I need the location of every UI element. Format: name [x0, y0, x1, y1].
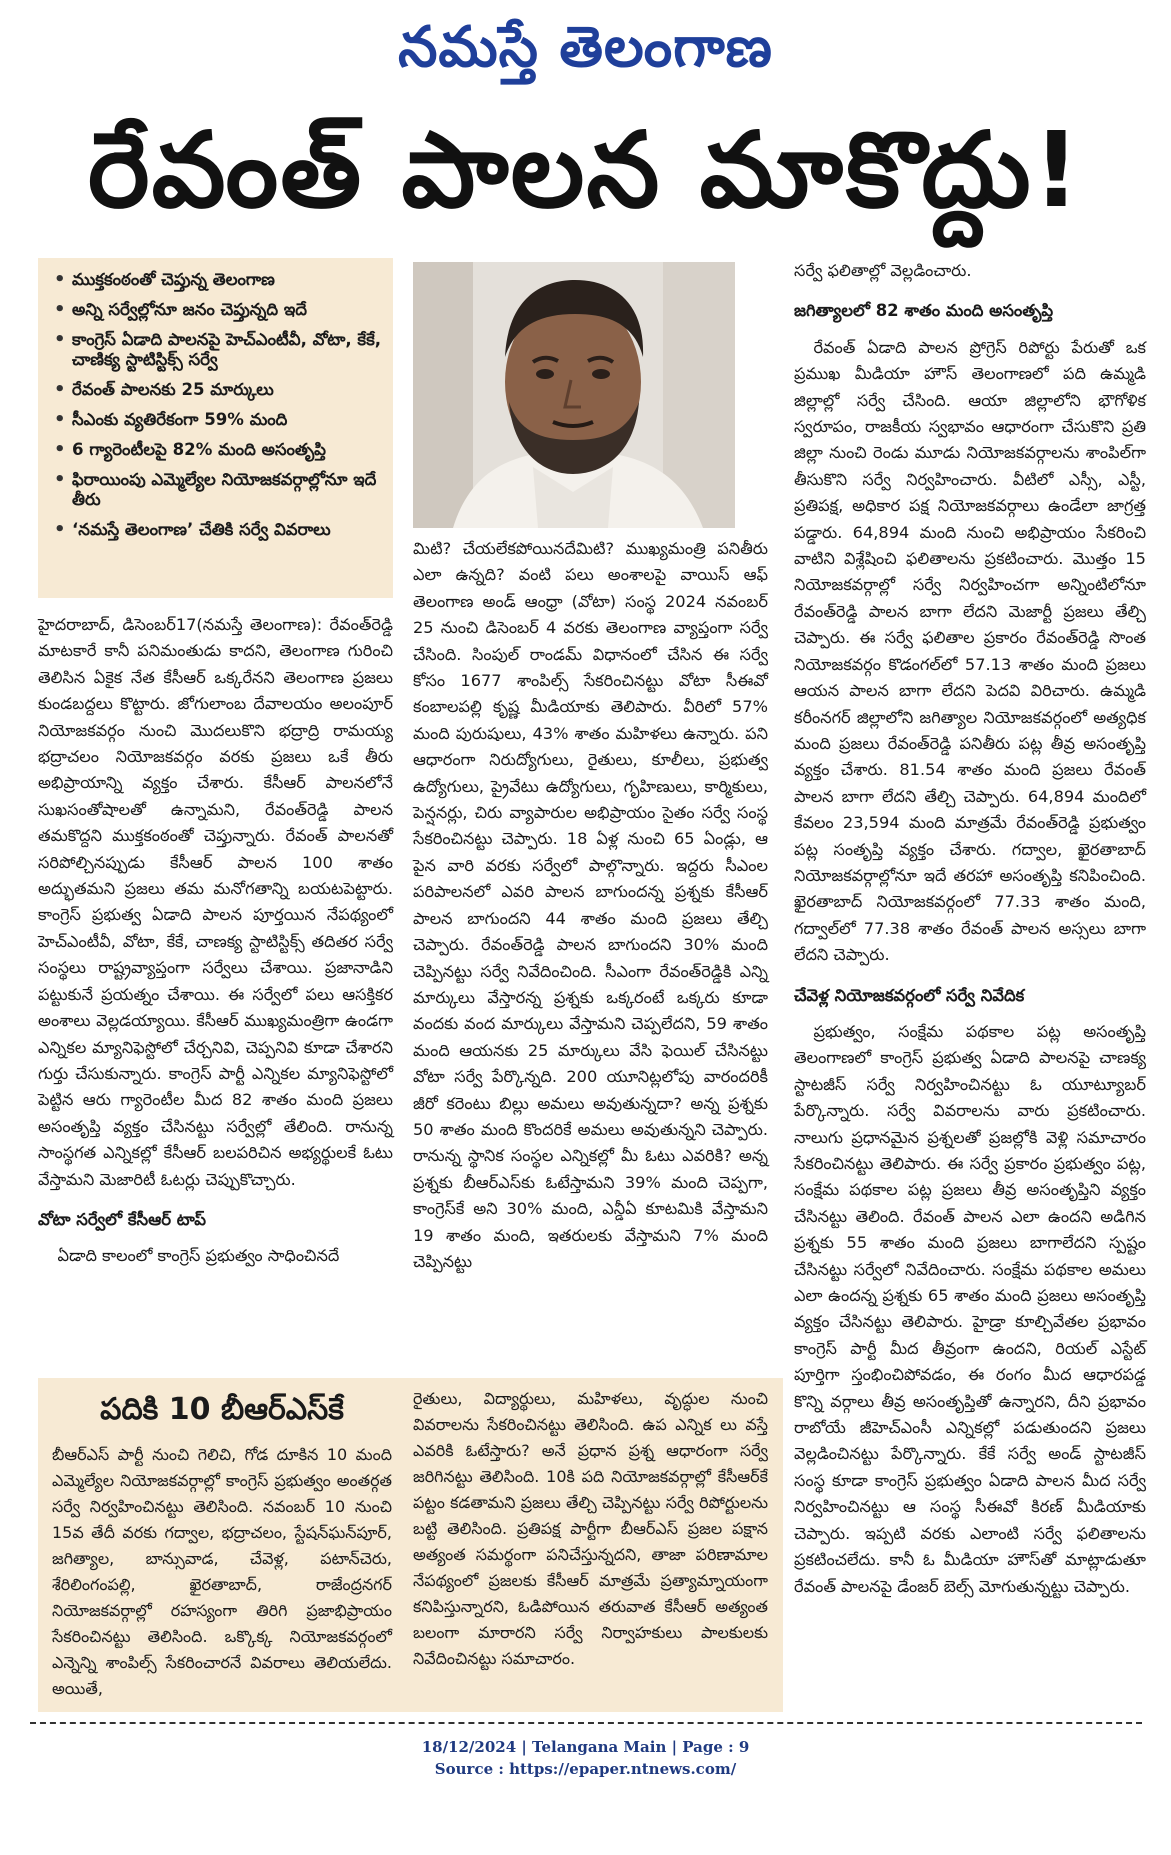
sidebar-column-1	[52, 1442, 392, 1702]
footer-date-line: 18/12/2024 | Telangana Main | Page : 9	[421, 1738, 750, 1756]
article-column-2	[413, 536, 768, 1275]
masthead-logo: నమస్తే తెలంగాణ	[398, 14, 773, 80]
footer-source-line: Source : https://epaper.ntnews.com/	[434, 1760, 737, 1778]
article-paragraph: సర్వే ఫలితాల్లో వెల్లడించారు.	[794, 261, 972, 280]
portrait-illustration	[413, 262, 735, 528]
highlights-box	[38, 258, 393, 598]
article-column-1	[38, 612, 393, 1270]
article-column-3	[794, 258, 1146, 1600]
highlight-item: • రేవంత్ పాలనకు 25 మార్కులు	[52, 380, 383, 400]
headline: రేవంత్ పాలన మాకొద్దు!	[87, 109, 1083, 231]
article-paragraph: ప్రభుత్వం, సంక్షేమ పథకాల పట్ల అసంతృప్తి తెలంగాణలో కాంగ్రెస్ ప్రభుత్వ ఏడాది పాలనపై చాణక్య స్టాటజీస్ సర్వే నిర్వహించినట్టు ఓ యూట్యూబర్ పేర్కొన్నారు. సర్వే వివరాలను వారు ప్రకటించారు. నాలుగు ప్రధానమైన ప్రశ్నలతో ప్రజల్లోకి వెళ్లి సమాచారం సేకరించినట్టు తెలిపారు. ఈ సర్వే ప్రకారం ప్రభుత్వం పట్ల, సంక్షేమ పథకాల పట్ల ప్రజలు తీవ్ర అసంతృప్తిని వ్యక్తం చేసినట్టు తెలింది. రేవంత్ పాలన ఎలా ఉందని అడిగిన ప్రశ్నకు 55 శాతం మంది ప్రజలు బాగాలేదని స్పష్టం చేసినట్టు సర్వేలో నివేదించారు. సంక్షేమ పథకాల అమలు ఎలా ఉందన్న ప్రశ్నకు 65 శాతం మంది ప్రజలు అసంతృప్తి వ్యక్తం చేసినట్టు తెలిపారు. హైడ్రా కూల్చివేతల ప్రభావం కాంగ్రెస్ పార్టీ మీద తీవ్రంగా ఉందని, రియల్ ఎస్టేట్ పూర్తిగా స్తంభించిపోవడం, ఈ రంగం మీద ఆధారపడ్డ కొన్ని వర్గాలు తీవ్ర అసంతృప్తితో ఉన్నారని, దీని ప్రభావం రాబోయే జీహెచ్ఎంసీ ఎన్నికల్లో పడుతుందని ప్రజలు వెల్లడించినట్టు పేర్కొన్నారు. కేకే సర్వే అండ్ స్టాటజీస్ సంస్థ కూడా కాంగ్రెస్ ప్రభుత్వం ఏడాది పాలన మీద సర్వే నిర్వహించినట్టు ఆ సంస్థ సీఈవో కిరణ్ మీడియాకు చెప్పారు. ఇప్పటి వరకు ఎలాంటి సర్వే ఫలితాలను ప్రకటించలేదు. కానీ ఓ మీడియా హౌస్‌తో మాట్లాడుతూ రేవంత్ పాలనపై డేంజర్ బెల్స్ మోగుతున్నట్టు చెప్పారు.	[794, 1021, 1146, 1596]
highlight-item: • 6 గ్యారెంటీలపై 82% మంది అసంతృప్తి	[52, 440, 383, 460]
sidebar-title: పదికి 10 బీఆర్ఎస్‌కే	[100, 1392, 344, 1427]
highlight-item: • అన్ని సర్వేల్లోనూ జనం చెప్తున్నది ఇదే	[52, 300, 383, 320]
portrait-photo	[413, 262, 735, 528]
highlight-item: • సీఎంకు వ్యతిరేకంగా 59% మంది	[52, 410, 383, 430]
highlight-item: • ముక్తకంఠంతో చెప్తున్న తెలంగాణ	[52, 270, 383, 290]
section-subhead: వోటా సర్వేలో కేసీఆర్ టాప్	[38, 1209, 207, 1229]
article-paragraph: రేవంత్ ఏడాది పాలన ప్రోగ్రెస్ రిపోర్టు పేరుతో ఒక ప్రముఖ మీడియా హౌస్ తెలంగాణలో పది ఉమ్మడి జిల్లాల్లో సర్వే చేసింది. ఆయా జిల్లాలోని భౌగోళిక స్వరూపం, రాజకీయ స్వభావం ఆధారంగా చేసుకొని ప్రతి జిల్లా నుంచి రెండు మూడు నియోజకవర్గాలను శాంపిల్‌గా తీసుకొని సర్వే నిర్వహించారు. వీటిలో ఎస్సీ, ఎస్టీ, ప్రతిపక్ష, అధికార పక్ష నియోజకవర్గాలు ఉండేలా జాగ్రత్త పడ్డారు. 64,894 మంది నుంచి అభిప్రాయం సేకరించి వాటిని విశ్లేషించి ఫలితాలను ప్రకటించారు. మొత్తం 15 నియోజకవర్గాల్లో సర్వే నిర్వహించగా అన్నింటిలోనూ రేవంత్‌రెడ్డి పాలన బాగా లేదని మెజార్టీ ప్రజలు తేల్చి చెప్పారు. ఈ సర్వే ఫలితాల ప్రకారం రేవంత్‌రెడ్డి సొంత నియోజకవర్గం కొడంగల్‌లో 57.13 శాతం మంది ప్రజలు ఆయన పాలన బాగా లేదని పెదవి విరిచారు. ఉమ్మడి కరీంనగర్ జిల్లాలోని జగిత్యాల నియోజకవర్గంలో అత్యధిక మంది ప్రజలు రేవంత్‌రెడ్డి పనితీరు పట్ల తీవ్ర అసంతృప్తి వ్యక్తం చేశారు. 81.54 శాతం మంది ప్రజలు రేవంత్ పాలన బాగా లేదని తేల్చి చెప్పారు. 64,894 మందిలో కేవలం 23,594 మంది మాత్రమే రేవంత్‌రెడ్డి ప్రభుత్వం పట్ల సంతృప్తి వ్యక్తం చేశారు. గద్వాల, ఖైరతాబాద్ నియోజకవర్గాల్లోనూ ఇదే తరహా అసంతృప్తి కనిపించింది. ఖైరతాబాద్ నియోజకవర్గంలో 77.33 శాతం మంది, గద్వాల్‌లో 77.38 శాతం రేవంత్ పాలన అస్సలు బాగా లేదని చెప్పారు.	[794, 337, 1146, 965]
section-subhead: జగిత్యాలలో 82 శాతం మంది అసంతృప్తి	[794, 301, 1054, 321]
section-subhead: చేవెళ్ల నియోజకవర్గంలో సర్వే నివేదిక	[794, 985, 1025, 1005]
footer-divider	[30, 1722, 1142, 1724]
highlight-item: • ఫిరాయింపు ఎమ్మెల్యేల నియోజకవర్గాల్లోనూ ఇదే తీరు	[52, 470, 383, 510]
article-paragraph: మిటి? చేయలేకపోయినదేమిటి? ముఖ్యమంత్రి పనితీరు ఎలా ఉన్నది? వంటి పలు అంశాలపై వాయిస్ ఆఫ్ తెలంగాణ అండ్ ఆంధ్రా (వోటా) సంస్థ 2024 నవంబర్ 25 నుంచి డిసెంబర్ 4 వరకు తెలంగాణ వ్యాప్తంగా సర్వే చేసింది. సింపుల్ రాండమ్ విధానంలో చేసిన ఈ సర్వే కోసం 1677 శాంపిల్స్ సేకరించినట్టు వోటా సీఈవో కంబాలపల్లి కృష్ణ మీడియాకు తెలిపారు. వీరిలో 57% మంది పురుషులు, 43% శాతం మహిళలు ఉన్నారు. పని ఆధారంగా నిరుద్యోగులు, రైతులు, కూలీలు, ప్రభుత్వ ఉద్యోగులు, ప్రైవేటు ఉద్యోగులు, గృహిణులు, కార్మికులు, పెన్షనర్లు, చిరు వ్యాపారుల అభిప్రాయం సైతం సర్వే సంస్థ సేకరించినట్టు చెప్పారు. 18 ఏళ్ల నుంచి 65 ఏండ్లు, ఆ పైన వారి వరకు సర్వేలో పాల్గొన్నారు. ఇద్దరు సీఎంల పరిపాలనలో ఎవరి పాలన బాగుందన్న ప్రశ్నకు కేసీఆర్ పాలన బాగుందని 44 శాతం మంది ప్రజలు తేల్చి చెప్పారు. రేవంత్‌రెడ్డి పాలన బాగుందని 30% మంది చెప్పినట్టు సర్వే నివేదించింది. సీఎంగా రేవంత్‌రెడ్డికి ఎన్ని మార్కులు వేస్తారన్న ప్రశ్నకు ఒక్కరంటే ఒక్కరు కూడా వందకు వంద మార్కులు వేస్తామని చెప్పలేదని, 59 శాతం మంది ఆయనకు 25 మార్కులు వేసి ఫెయిల్ చేసినట్టు వోటా సర్వే పేర్కొన్నది. 200 యూనిట్లలోపు వారందరికీ జీరో కరెంటు బిల్లు అమలు అవుతున్నదా? అన్న ప్రశ్నకు 50 శాతం మంది కొందరికే అమలు అవుతున్నని చెప్పారు. రానున్న స్థానిక సంస్థల ఎన్నికల్లో మీ ఓటు ఎవరికి? అన్న ప్రశ్నకు బీఆర్ఎస్‌కు ఓటేస్తామని 39% మంది చెప్పగా, కాంగ్రెస్‌కే అని 30% మంది, ఎన్డీఏ కూటమికి వేస్తామని 19 శాతం మంది, ఇతరులకు వేస్తామని 7% మంది చెప్పినట్టు	[413, 539, 768, 1271]
sidebar-paragraph: రైతులు, విద్యార్థులు, మహిళలు, వృద్ధుల నుంచి వివరాలను సేకరించినట్టు తెలిసింది. ఉప ఎన్నిక లు వస్తే ఎవరికి ఓటేస్తారు? అనే ప్రధాన ప్రశ్న ఆధారంగా సర్వే జరిగినట్టు తెలిసింది. 10కి పది నియోజకవర్గాల్లో కేసీఆర్‌కే పట్టం కడతామని ప్రజలు తేల్చి చెప్పినట్టు సర్వే రిపోర్టులను బట్టి తెలిసింది. ప్రతిపక్ష పార్టీగా బీఆర్ఎస్ ప్రజల పక్షాన అత్యంత సమర్థంగా పనిచేస్తున్నదని, తాజా పరిణామాల నేపథ్యంలో ప్రజలకు కేసీఆర్ మాత్రమే ప్రత్యామ్నాయంగా కనిపిస్తున్నారని, ఓడిపోయిన తరువాత కేసీఆర్ అత్యంత బలంగా మారారని సర్వే నిర్వాహకులు పాలకులకు నివేదించినట్టు సమాచారం.	[413, 1389, 768, 1668]
article-paragraph: ఏడాది కాలంలో కాంగ్రెస్ ప్రభుత్వం సాధించినదే	[57, 1246, 340, 1266]
sidebar-paragraph: బీఆర్ఎస్ పార్టీ నుంచి గెలిచి, గోడ దూకిన 10 మంది ఎమ్మెల్యేల నియోజకవర్గాల్లో కాంగ్రెస్ ప్రభుత్వం అంతర్గత సర్వే నిర్వహించినట్టు తెలిసింది. నవంబర్ 10 నుంచి 15వ తేదీ వరకు గద్వాల, భద్రాచలం, స్టేషన్‌ఘన్‌పూర్, జగిత్యాల, బాన్సువాడ, చేవెళ్ల, పటాన్‌చెరు, శేరిలింగంపల్లి, ఖైరతాబాద్, రాజేంద్రనగర్ నియోజకవర్గాల్లో రహస్యంగా తిరిగి ప్రజాభిప్రాయం సేకరించినట్టు తెలిసింది. ఒక్కొక్క నియోజకవర్గంలో ఎన్నెన్ని శాంపిల్స్ సేకరించారనే వివరాలు తెలియలేదు. అయితే,	[52, 1445, 392, 1698]
footer	[0, 1736, 1171, 1780]
article-paragraph: హైదరాబాద్, డిసెంబర్17(నమస్తే తెలంగాణ): రేవంత్‌రెడ్డి మాటకారే కానీ పనిమంతుడు కాదని, తెలంగాణ గురించి తెలిసిన ఏకైక నేత కేసీఆర్ ఒక్కరేనని తెలంగాణ ప్రజలు కుండబద్దలు కొట్టారు. జోగులాంబ దేవాలయం అలంపూర్ నియోజకవర్గం నుంచి మొదలుకొని భద్రాద్రి రామయ్య భద్రాచలం నియోజకవర్గం వరకు ప్రజలు ఒకే తీరు అభిప్రాయాన్ని వ్యక్తం చేశారు. కేసీఆర్ పాలనలోనే సుఖసంతోషాలతో ఉన్నామని, రేవంత్‌రెడ్డి పాలన తమకొద్దని ముక్తకంఠంతో చెప్తున్నారు. రేవంత్ పాలనతో సరిపోల్చినప్పుడు కేసీఆర్ పాలన 100 శాతం అద్భుతమని ప్రజలు తమ మనోగతాన్ని బయటపెట్టారు. కాంగ్రెస్ ప్రభుత్వ ఏడాది పాలన పూర్తయిన నేపథ్యంలో హెచ్ఎంటీవీ, వోటా, కేకే, చాణక్య స్టాటిస్టిక్స్ తదితర సర్వే సంస్థలు రాష్ట్రవ్యాప్తంగా సర్వేలు చేశాయి. ప్రజానాడిని పట్టుకునే ప్రయత్నం చేశాయి. ఈ సర్వేలో పలు ఆసక్తికర అంశాలు వెల్లడయ్యాయి. కేసీఆర్ ముఖ్యమంత్రిగా ఉండగా ఎన్నికల మ్యానిఫెస్టోలో చేర్చనివి, చెప్పనివి కూడా చేశారని గుర్తు చేసుకున్నారు. కాంగ్రెస్ పార్టీ ఎన్నికల మ్యానిఫెస్టోలో పెట్టిన ఆరు గ్యారెంటీల మీద 82 శాతం మంది ప్రజలు అసంతృప్తి వ్యక్తం చేసినట్టు సర్వేల్లో తేలింది. రానున్న సాంస్థగత ఎన్నికల్లో కేసీఆర్ బలపరిచిన అభ్యర్థులకే ఓటు వేస్తామని మెజారిటీ ఓటర్లు చెప్పుకొచ్చారు.	[38, 615, 393, 1189]
sidebar-column-2	[413, 1386, 768, 1672]
highlight-item: • కాంగ్రెస్ ఏడాది పాలనపై హెచ్ఎంటీవీ, వోటా, కేకే, చాణిక్య స్టాటిస్టిక్స్ సర్వే	[52, 330, 383, 370]
highlight-item: • ‘నమస్తే తెలంగాణ’ చేతికి సర్వే వివరాలు	[52, 520, 383, 540]
